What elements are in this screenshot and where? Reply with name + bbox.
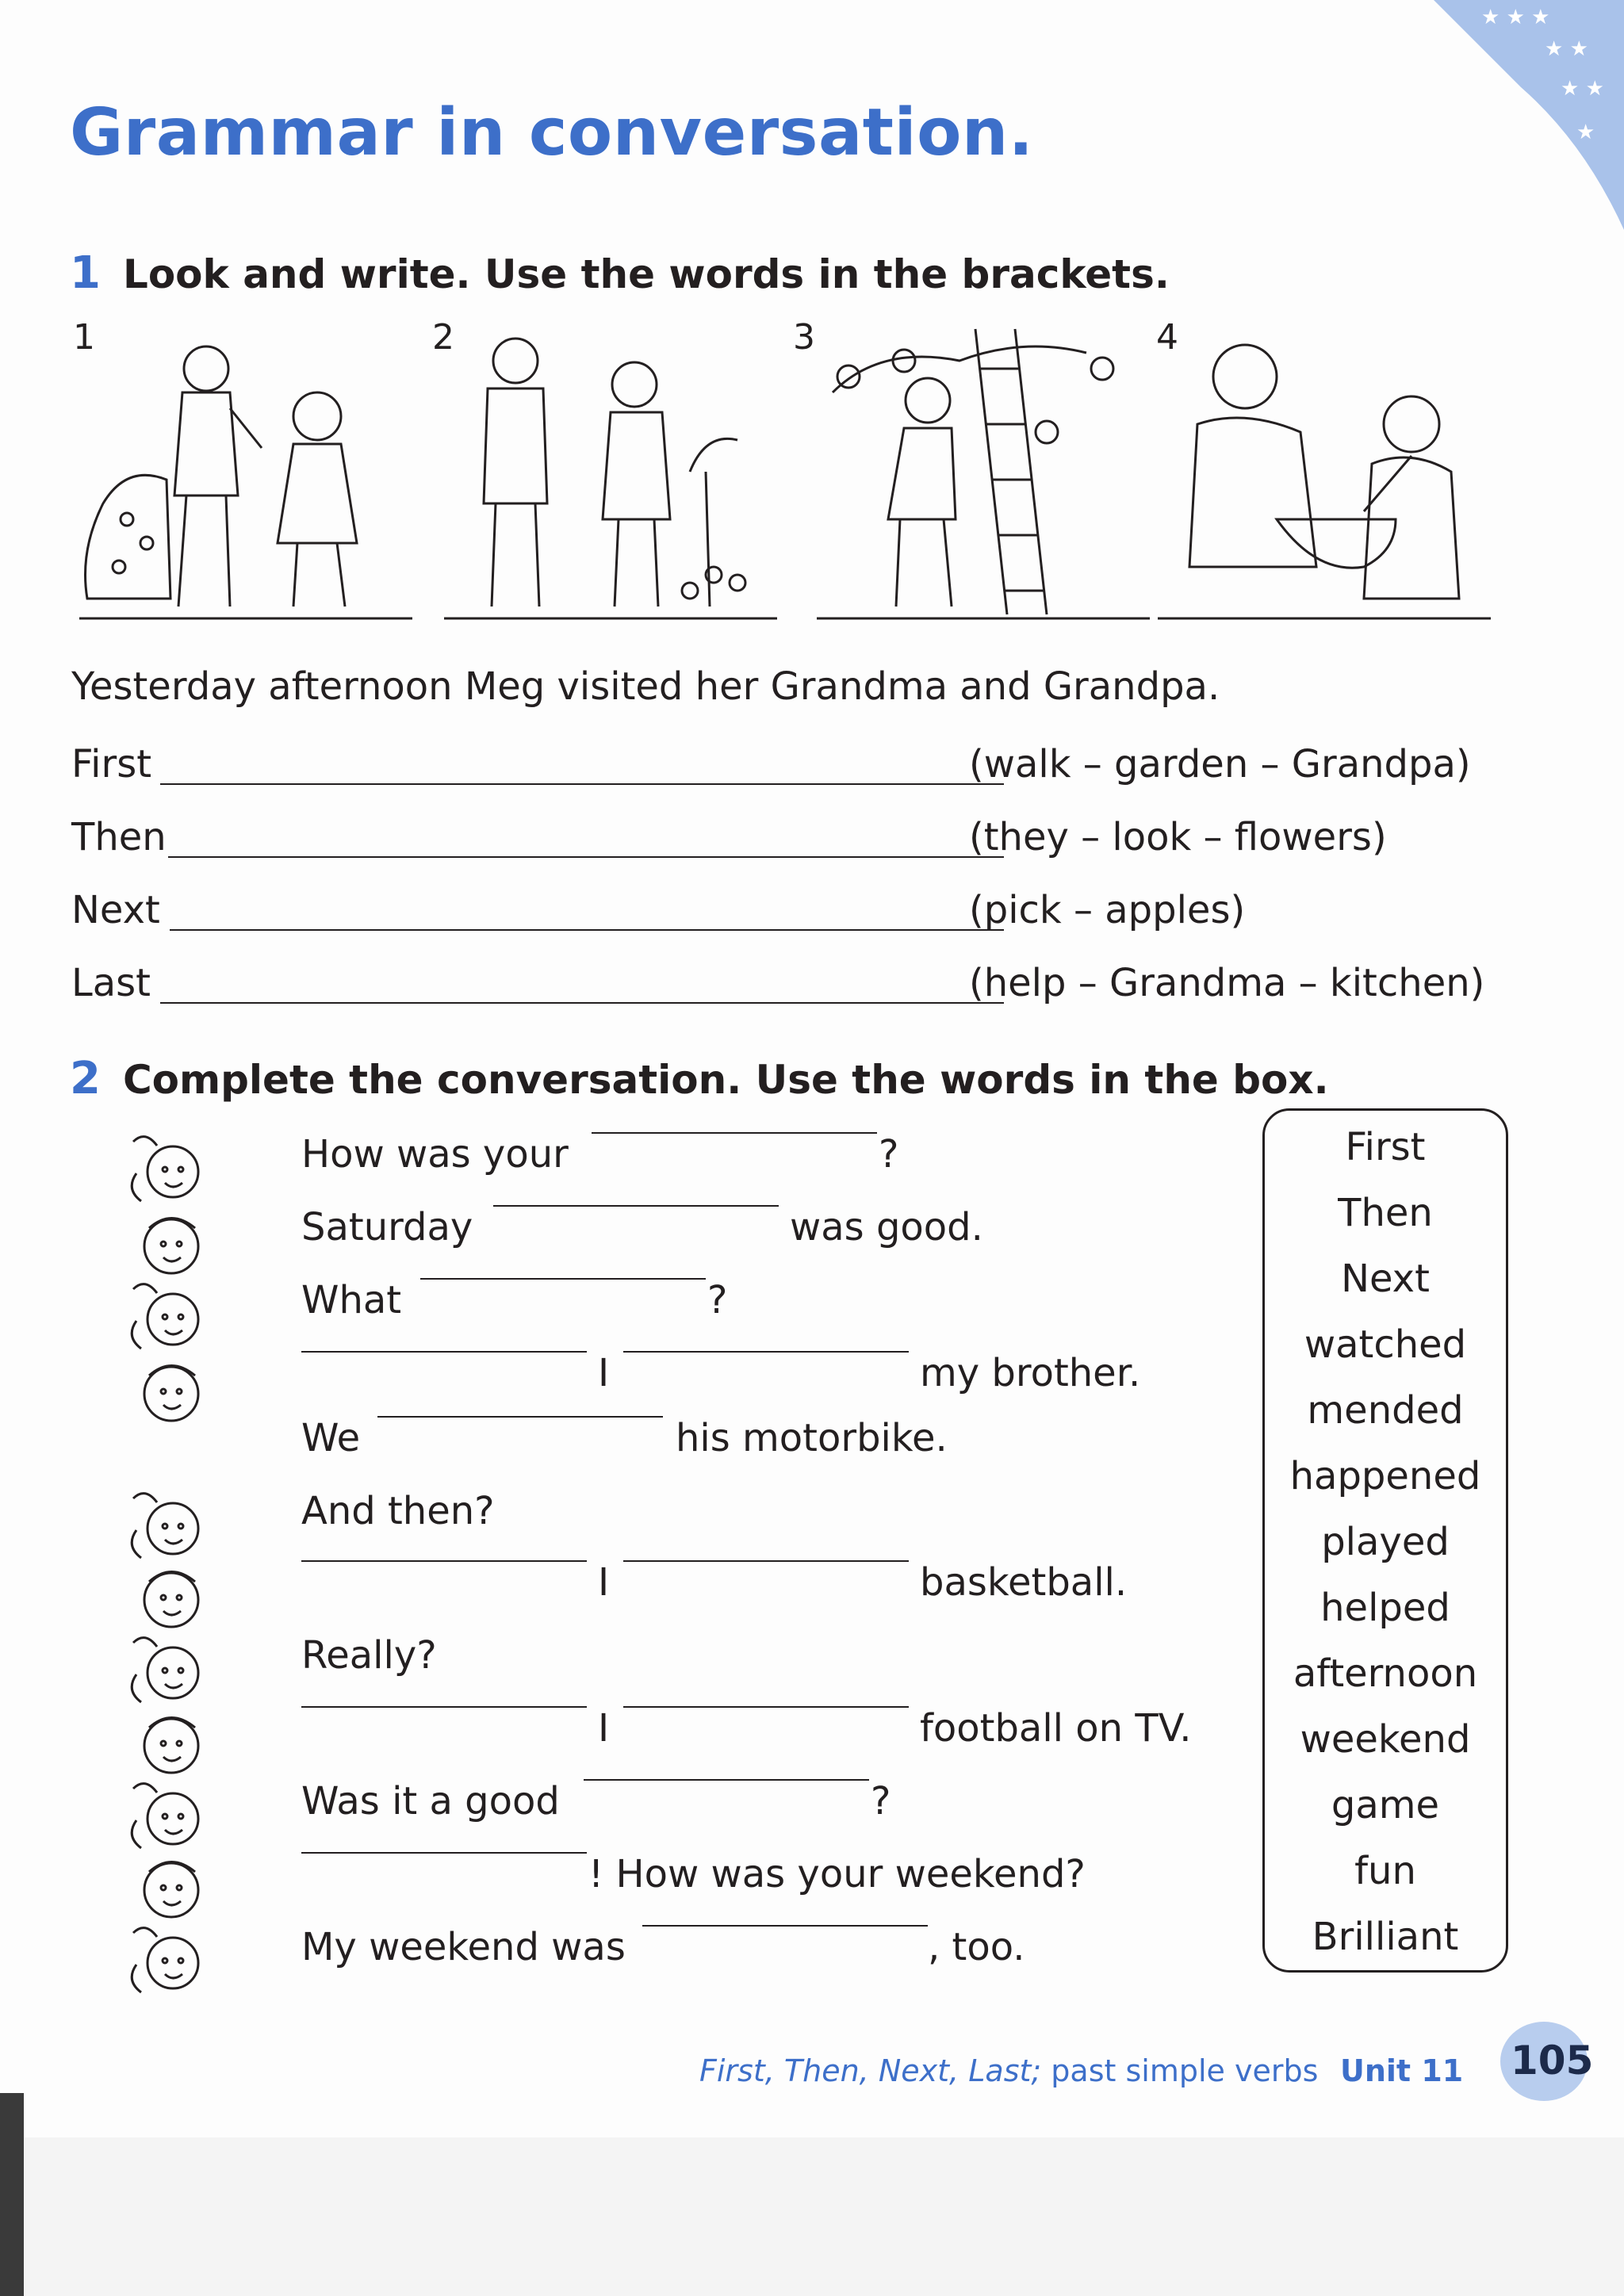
line-text: ?: [707, 1278, 728, 1322]
answer-blank[interactable]: [160, 1002, 1004, 1004]
line-text: What: [301, 1278, 402, 1322]
conversation-line: [301, 1852, 1213, 1900]
conversation-line: [301, 1278, 1213, 1326]
line-text: my brother.: [920, 1351, 1141, 1395]
conversation-line: [301, 1205, 1213, 1253]
answer-blank[interactable]: [623, 1560, 909, 1562]
answer-blank[interactable]: [493, 1205, 779, 1207]
picture-number: 1: [73, 317, 95, 358]
word-box: [1262, 1108, 1508, 1973]
row-hint: (help – Grandma – kitchen): [969, 961, 1485, 1005]
picture-number: 2: [432, 317, 454, 358]
conversation-line: [301, 1925, 1213, 1973]
answer-row-then: [71, 815, 1538, 863]
answer-blank[interactable]: [301, 1560, 587, 1562]
page-title: Grammar in conversation.: [70, 95, 1034, 170]
answer-row-last: [71, 961, 1538, 1008]
footer-first: First,: [699, 2053, 775, 2088]
line-text: his motorbike.: [676, 1416, 948, 1460]
exercise-number: 1: [70, 247, 101, 299]
line-text: ?: [879, 1132, 899, 1177]
conversation-line: [301, 1132, 1213, 1180]
answer-blank[interactable]: [301, 1351, 587, 1353]
answer-blank[interactable]: [592, 1132, 877, 1134]
conversation-line: [301, 1706, 1213, 1754]
row-hint: (they – look – flowers): [969, 815, 1387, 859]
exercise-instruction: Look and write. Use the words in the brackets.: [122, 251, 1170, 297]
line-text: football on TV.: [920, 1706, 1192, 1751]
line-text: And then?: [301, 1489, 495, 1533]
row-word: First: [71, 742, 152, 786]
word-box-item: watched: [1304, 1322, 1467, 1367]
conversation-line: [301, 1779, 1213, 1827]
picture-number: 3: [793, 317, 815, 358]
answer-blank[interactable]: [301, 1852, 587, 1854]
word-box-item: happened: [1289, 1454, 1481, 1498]
row-word: Last: [71, 961, 151, 1005]
answer-blank[interactable]: [377, 1416, 663, 1418]
conversation-line: [301, 1633, 1213, 1681]
exercise-1-intro: Yesterday afternoon Meg visited her Grandma and Grandpa.: [71, 664, 1220, 709]
answer-blank[interactable]: [420, 1278, 706, 1280]
line-text: Saturday: [301, 1205, 473, 1249]
exercise-instruction: Complete the conversation. Use the words in the box.: [122, 1057, 1329, 1103]
word-box-item: Brilliant: [1312, 1915, 1459, 1959]
exercise-number: 2: [70, 1053, 101, 1104]
word-box-item: helped: [1320, 1586, 1450, 1630]
footer-next: Next,: [878, 2053, 959, 2088]
page-bottom-margin: [0, 2137, 1624, 2296]
word-box-item: mended: [1307, 1388, 1464, 1433]
illustration-pick-apples: [817, 313, 1150, 630]
line-text: basketball.: [920, 1560, 1128, 1605]
conversation-line: [301, 1351, 1213, 1399]
line-text: was good.: [790, 1205, 983, 1249]
word-box-item: game: [1331, 1783, 1440, 1827]
illustration-walk-garden: [79, 313, 412, 630]
footer-unit: Unit 11: [1340, 2053, 1464, 2088]
page-number: 105: [1511, 2038, 1594, 2084]
line-text: How was your: [301, 1132, 569, 1177]
picture-number: 4: [1156, 317, 1178, 358]
answer-blank[interactable]: [170, 929, 1004, 931]
line-text: Really?: [301, 1633, 437, 1678]
line-text: ! How was your weekend?: [588, 1852, 1086, 1896]
footer-rest: past simple verbs: [1051, 2053, 1319, 2088]
illustration-look-flowers: [444, 313, 777, 630]
exercise-2-heading: [70, 1053, 1329, 1104]
answer-blank[interactable]: [623, 1351, 909, 1353]
answer-blank[interactable]: [160, 783, 1004, 785]
conversation-line: [301, 1489, 1213, 1536]
binding-shadow: [0, 2093, 24, 2296]
word-box-item: Then: [1338, 1191, 1433, 1235]
answer-blank[interactable]: [168, 856, 1004, 858]
footer-topic: [699, 2053, 1318, 2088]
girl-face-icon: [125, 1917, 213, 2004]
line-text: My weekend was: [301, 1925, 626, 1969]
row-word: Next: [71, 888, 160, 932]
line-text: I: [598, 1560, 610, 1605]
word-box-item: played: [1321, 1520, 1450, 1564]
line-text: I: [598, 1706, 610, 1751]
word-box-item: Next: [1341, 1257, 1430, 1301]
boy-face-icon: [125, 1348, 213, 1435]
conversation-line: [301, 1560, 1213, 1608]
answer-blank[interactable]: [584, 1779, 869, 1781]
word-box-item: weekend: [1300, 1717, 1471, 1762]
word-box-item: afternoon: [1293, 1651, 1478, 1696]
line-text: I: [598, 1351, 610, 1395]
svg-text:★ ★ ★: ★ ★ ★: [1481, 6, 1550, 29]
row-word: Then: [71, 815, 167, 859]
row-hint: (pick – apples): [969, 888, 1246, 932]
word-box-item: First: [1345, 1125, 1426, 1169]
answer-row-first: [71, 742, 1538, 790]
footer-then: Then,: [783, 2053, 869, 2088]
exercise-1-heading: [70, 247, 1170, 299]
answer-blank[interactable]: [301, 1706, 587, 1708]
row-hint: (walk – garden – Grandpa): [969, 742, 1471, 786]
svg-text:★ ★: ★ ★: [1561, 77, 1604, 101]
illustration-help-kitchen: [1158, 313, 1491, 630]
answer-blank[interactable]: [642, 1925, 928, 1927]
word-box-item: fun: [1354, 1849, 1416, 1893]
line-text: , too.: [928, 1925, 1025, 1969]
conversation-line: [301, 1416, 1213, 1464]
line-text: ?: [871, 1779, 891, 1823]
svg-text:★ ★: ★ ★: [1545, 37, 1588, 61]
svg-text:★: ★: [1576, 121, 1595, 144]
footer-last: Last;: [968, 2053, 1042, 2088]
answer-row-next: [71, 888, 1538, 936]
line-text: We: [301, 1416, 361, 1460]
corner-star-decoration: [1386, 0, 1624, 238]
line-text: Was it a good: [301, 1779, 560, 1823]
answer-blank[interactable]: [623, 1706, 909, 1708]
